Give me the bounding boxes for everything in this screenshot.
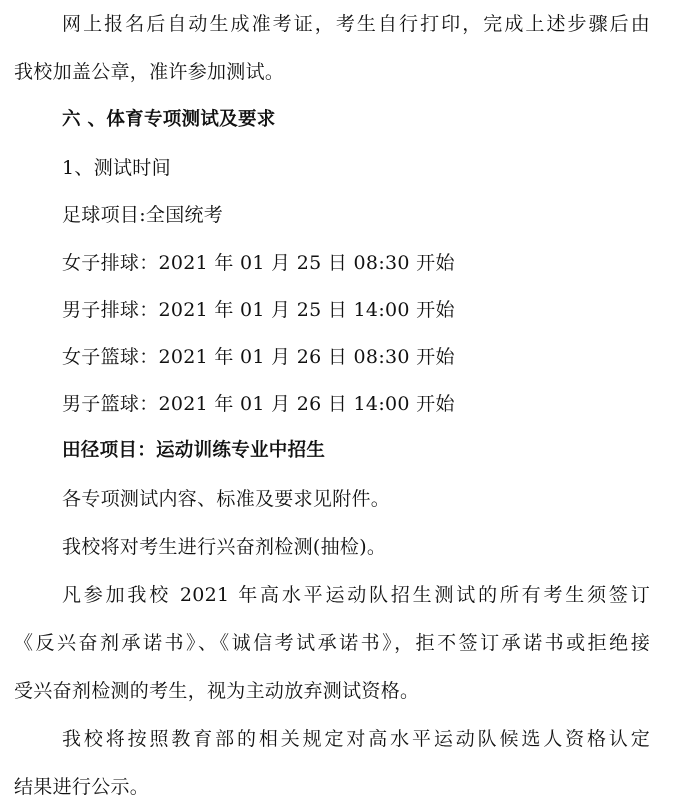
publicity-paragraph-line-2: 结果进行公示。 <box>14 776 150 798</box>
men-volleyball-schedule: 男子排球：2021 年 01 月 25 日 14:00 开始 <box>62 299 455 321</box>
pledge-paragraph-line-2: 《反兴奋剂承诺书》、《诚信考试承诺书》，拒不签订承诺书或拒绝接 <box>14 632 650 654</box>
women-basketball-schedule: 女子篮球：2021 年 01 月 26 日 08:30 开始 <box>62 346 455 368</box>
men-basketball-schedule: 男子篮球：2021 年 01 月 26 日 14:00 开始 <box>62 393 455 415</box>
paragraph-admission-ticket-line-1: 网上报名后自动生成准考证，考生自行打印，完成上述步骤后由 <box>62 13 650 35</box>
track-field-heading: 田径项目：运动训练专业中招生 <box>62 440 326 461</box>
section-heading-sports-test: 六 、体育专项测试及要求 <box>62 109 276 130</box>
subheading-test-time: 1、测试时间 <box>62 157 171 179</box>
paragraph-admission-ticket-line-2: 我校加盖公章，准许参加测试。 <box>14 61 285 83</box>
publicity-paragraph-line-1: 我校将按照教育部的相关规定对高水平运动队候选人资格认定 <box>62 728 650 750</box>
attachment-note: 各专项测试内容、标准及要求见附件。 <box>62 488 391 510</box>
pledge-paragraph-line-1: 凡参加我校 2021 年高水平运动队招生测试的所有考生须签订 <box>62 584 650 606</box>
doping-test-note: 我校将对考生进行兴奋剂检测(抽检)。 <box>62 536 387 558</box>
pledge-paragraph-line-3: 受兴奋剂检测的考生，视为主动放弃测试资格。 <box>14 680 420 702</box>
women-volleyball-schedule: 女子排球：2021 年 01 月 25 日 08:30 开始 <box>62 252 455 274</box>
football-schedule: 足球项目:全国统考 <box>62 204 224 226</box>
